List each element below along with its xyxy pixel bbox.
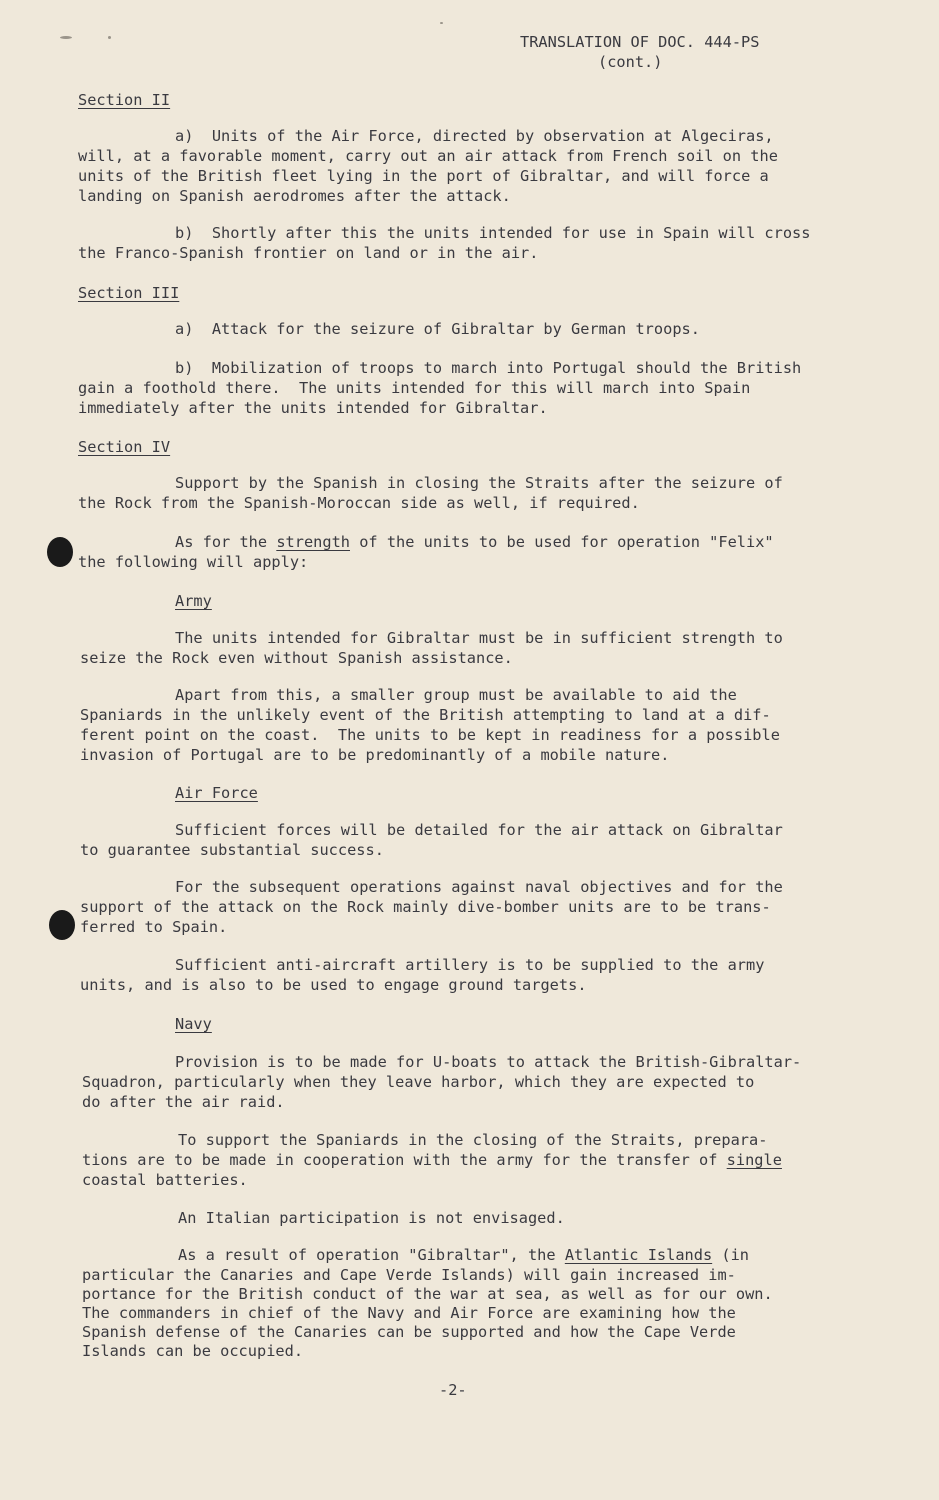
air-force-p2-line-3: ferred to Spain. — [80, 918, 228, 936]
punch-hole-bottom — [49, 910, 75, 940]
navy-p4-line-3: portance for the British conduct of the war at sea, as well as for our own. — [82, 1285, 773, 1303]
navy-p3: An Italian participation is not envisaged. — [178, 1209, 565, 1227]
section-2-a-line-3: units of the British fleet lying in the port of Gibraltar, and will force a — [78, 167, 769, 185]
doc-cont: (cont.) — [598, 53, 663, 71]
navy-p2-line-1: To support the Spaniards in the closing of the Straits, prepara- — [178, 1131, 768, 1149]
navy-p4-line-4: The commanders in chief of the Navy and Air Force are examining how the — [82, 1304, 736, 1322]
section-2-b-line-2: the Franco-Spanish frontier on land or in the air. — [78, 244, 539, 262]
page-number: -2- — [439, 1381, 467, 1399]
section-4-strength-line-2: the following will apply: — [78, 553, 309, 571]
army-p1-line-1: The units intended for Gibraltar must be in sufficient strength to — [175, 629, 783, 647]
army-p2-line-3: ferent point on the coast. The units to be kept in readiness for a possible — [80, 726, 780, 744]
paper-speck — [108, 36, 111, 39]
air-force-p1-line-2: to guarantee substantial success. — [80, 841, 384, 859]
section-2-heading: Section II — [78, 91, 171, 109]
navy-p1-line-1: Provision is to be made for U-boats to attack the British-Gibraltar- — [175, 1053, 802, 1071]
air-force-p1-line-1: Sufficient forces will be detailed for the air attack on Gibraltar — [175, 821, 783, 839]
army-heading: Army — [175, 592, 212, 610]
section-3-a: a) Attack for the seizure of Gibraltar by German troops. — [175, 320, 700, 338]
section-4-support-line-1: Support by the Spanish in closing the Straits after the seizure of — [175, 474, 783, 492]
section-3-b-line-2: gain a foothold there. The units intended for this will march into Spain — [78, 379, 751, 397]
section-4-heading: Section IV — [78, 438, 171, 456]
air-force-p3-line-2: units, and is also to be used to engage ground targets. — [80, 976, 587, 994]
army-p2-line-4: invasion of Portugal are to be predominantly of a mobile nature. — [80, 746, 670, 764]
navy-p1-line-2: Squadron, particularly when they leave harbor, which they are expected to — [82, 1073, 755, 1091]
navy-p4-line-5: Spanish defense of the Canaries can be supported and how the Cape Verde — [82, 1323, 736, 1341]
army-p1-line-2: seize the Rock even without Spanish assistance. — [80, 649, 513, 667]
navy-p4-line-1: As a result of operation "Gibraltar", the Atlantic Islands (in — [178, 1246, 750, 1264]
navy-p1-line-3: do after the air raid. — [82, 1093, 285, 1111]
navy-p4-line-2: particular the Canaries and Cape Verde Islands) will gain increased im- — [82, 1266, 736, 1284]
air-force-heading: Air Force — [175, 784, 258, 802]
section-3-b-line-1: b) Mobilization of troops to march into Portugal should the British — [175, 359, 802, 377]
section-2-a-line-1: a) Units of the Air Force, directed by observation at Algeciras, — [175, 127, 774, 145]
army-p2-line-2: Spaniards in the unlikely event of the British attempting to land at a dif- — [80, 706, 771, 724]
navy-p2-line-2: tions are to be made in cooperation with the army for the transfer of single — [82, 1151, 782, 1169]
army-p2-line-1: Apart from this, a smaller group must be available to aid the — [175, 686, 737, 704]
section-2-a-line-2: will, at a favorable moment, carry out an air attack from French soil on the — [78, 147, 778, 165]
paper-speck — [60, 36, 72, 39]
section-4-support-line-2: the Rock from the Spanish-Moroccan side as well, if required. — [78, 494, 640, 512]
air-force-p2-line-2: support of the attack on the Rock mainly dive-bomber units are to be trans- — [80, 898, 771, 916]
section-3-heading: Section III — [78, 284, 180, 302]
navy-p4-line-6: Islands can be occupied. — [82, 1342, 304, 1360]
doc-label: TRANSLATION OF DOC. 444-PS — [520, 33, 760, 51]
paper-speck — [440, 22, 443, 24]
navy-heading: Navy — [175, 1015, 212, 1033]
section-3-b-line-3: immediately after the units intended for Gibraltar. — [78, 399, 548, 417]
section-4-strength-line-1: As for the strength of the units to be used for operation "Felix" — [175, 533, 774, 551]
air-force-p2-line-1: For the subsequent operations against naval objectives and for the — [175, 878, 783, 896]
air-force-p3-line-1: Sufficient anti-aircraft artillery is to be supplied to the army — [175, 956, 765, 974]
punch-hole-top — [47, 537, 73, 567]
section-2-b-line-1: b) Shortly after this the units intended for use in Spain will cross — [175, 224, 811, 242]
navy-p2-line-3: coastal batteries. — [82, 1171, 248, 1189]
section-2-a-line-4: landing on Spanish aerodromes after the attack. — [78, 187, 511, 205]
